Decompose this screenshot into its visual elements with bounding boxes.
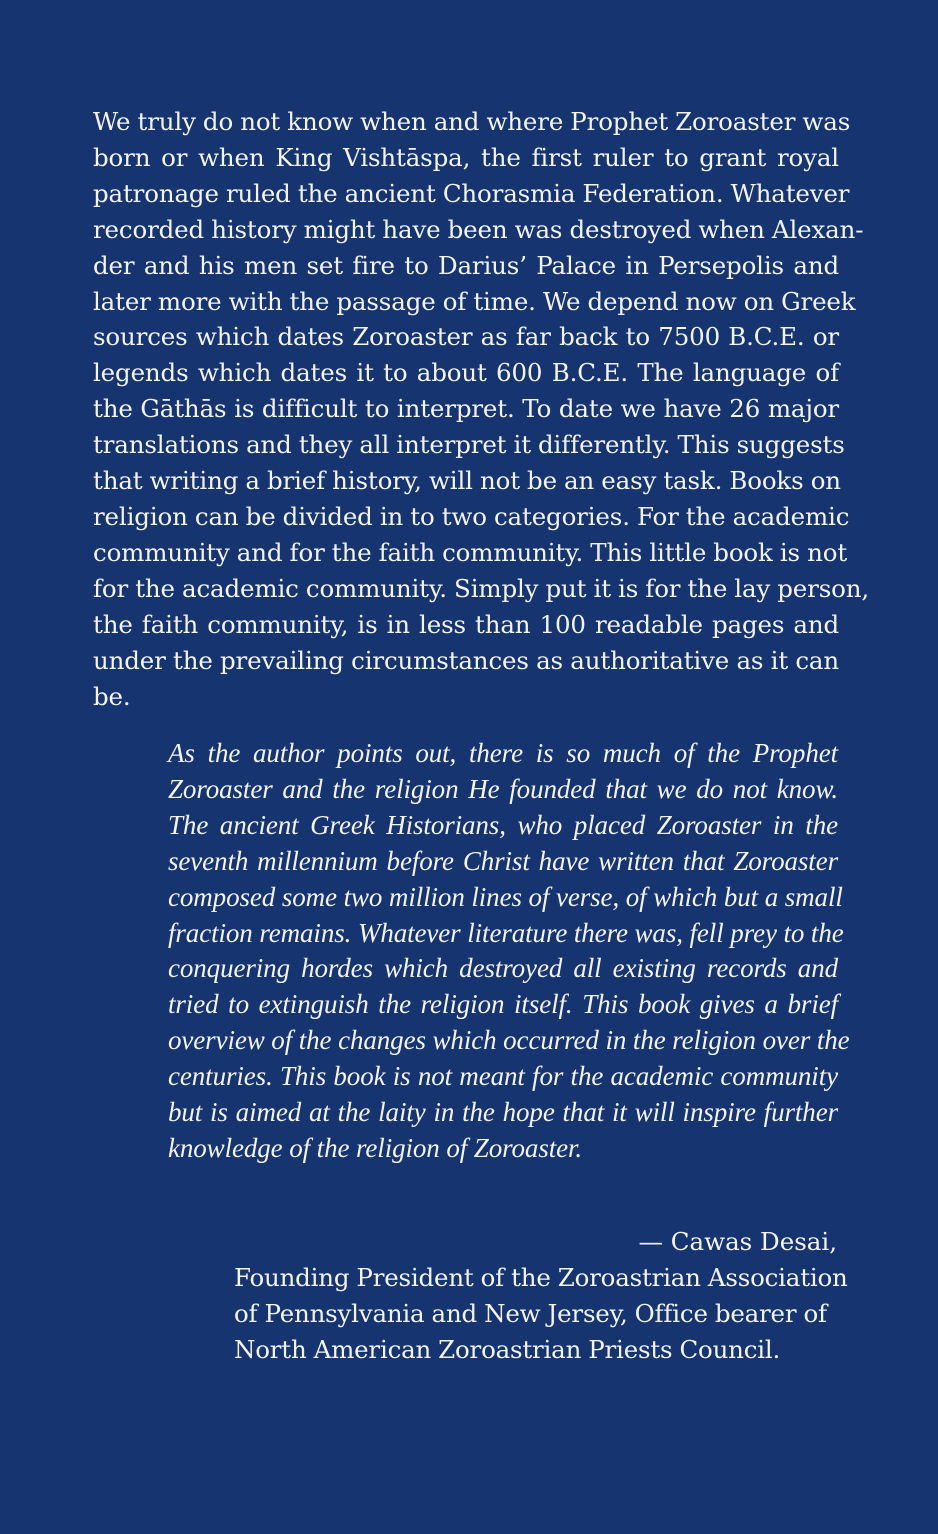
- quote-line: overview of the changes which occurred in the religion over the: [168, 1025, 850, 1056]
- description-line: sources which dates Zoroaster as far back to 7500 B.C.E. or: [93, 322, 839, 352]
- attribution-title-line: of Pennsylvania and New Jersey, Office bearer of: [234, 1298, 827, 1328]
- description-paragraph: [93, 104, 870, 714]
- description-line: for the academic community. Simply put it is for the lay person,: [93, 573, 870, 603]
- attribution-name: — Cawas Desai,: [638, 1227, 837, 1256]
- description-line: community and for the faith community. This little book is not: [93, 537, 848, 567]
- description-line: patronage ruled the ancient Chorasmia Federation. Whatever: [93, 178, 850, 208]
- description-line: recorded history might have been was destroyed when Alexan-: [93, 214, 864, 244]
- attribution-title-line: North American Zoroastrian Priests Council.: [234, 1334, 781, 1364]
- quote-line: but is aimed at the laity in the hope that it will inspire further: [168, 1097, 838, 1128]
- attribution-title: [234, 1260, 848, 1368]
- description-line: translations and they all interpret it differently. This suggests: [93, 430, 845, 460]
- attribution-title-line: Founding President of the Zoroastrian Association: [234, 1263, 848, 1292]
- quote-line: knowledge of the religion of Zoroaster.: [168, 1132, 583, 1163]
- quote-line: fraction remains. Whatever literature there was, fell prey to the: [168, 917, 844, 948]
- description-line: the faith community, is in less than 100 readable pages and: [93, 609, 839, 639]
- quote-line: conquering hordes which destroyed all existing records and: [168, 953, 838, 984]
- description-line: born or when King Vishtāspa, the first ruler to grant royal: [93, 142, 839, 172]
- description-line: under the prevailing circumstances as authoritative as it can: [93, 645, 839, 675]
- quote-line: centuries. This book is not meant for the academic community: [168, 1061, 838, 1092]
- description-line: the Gāthās is difficult to interpret. To date we have 26 major: [93, 394, 839, 424]
- description-line: religion can be divided in to two categories. For the academic: [93, 501, 850, 531]
- description-line: that writing a brief history, will not be an easy task. Books on: [93, 466, 841, 496]
- quote-line: Zoroaster and the religion He founded that we do not know.: [168, 773, 838, 804]
- description-line: be.: [93, 681, 131, 711]
- quote-line: The ancient Greek Historians, who placed Zoroaster in the: [168, 809, 838, 840]
- description-line: der and his men set fire to Darius’ Palace in Persepolis and: [93, 250, 839, 280]
- endorsement-quote: [168, 736, 850, 1167]
- description-line: later more with the passage of time. We depend now on Greek: [93, 286, 856, 316]
- quote-line: composed some two million lines of verse, of which but a small: [168, 881, 843, 912]
- quote-line: As the author points out, there is so much of the Prophet: [168, 738, 838, 768]
- description-line: legends which dates it to about 600 B.C.E. The language of: [93, 358, 839, 388]
- description-line: We truly do not know when and where Prophet Zoroaster was: [93, 107, 851, 136]
- quote-line: seventh millennium before Christ have written that Zoroaster: [168, 845, 838, 876]
- quote-line: tried to extinguish the religion itself. This book gives a brief: [168, 989, 838, 1020]
